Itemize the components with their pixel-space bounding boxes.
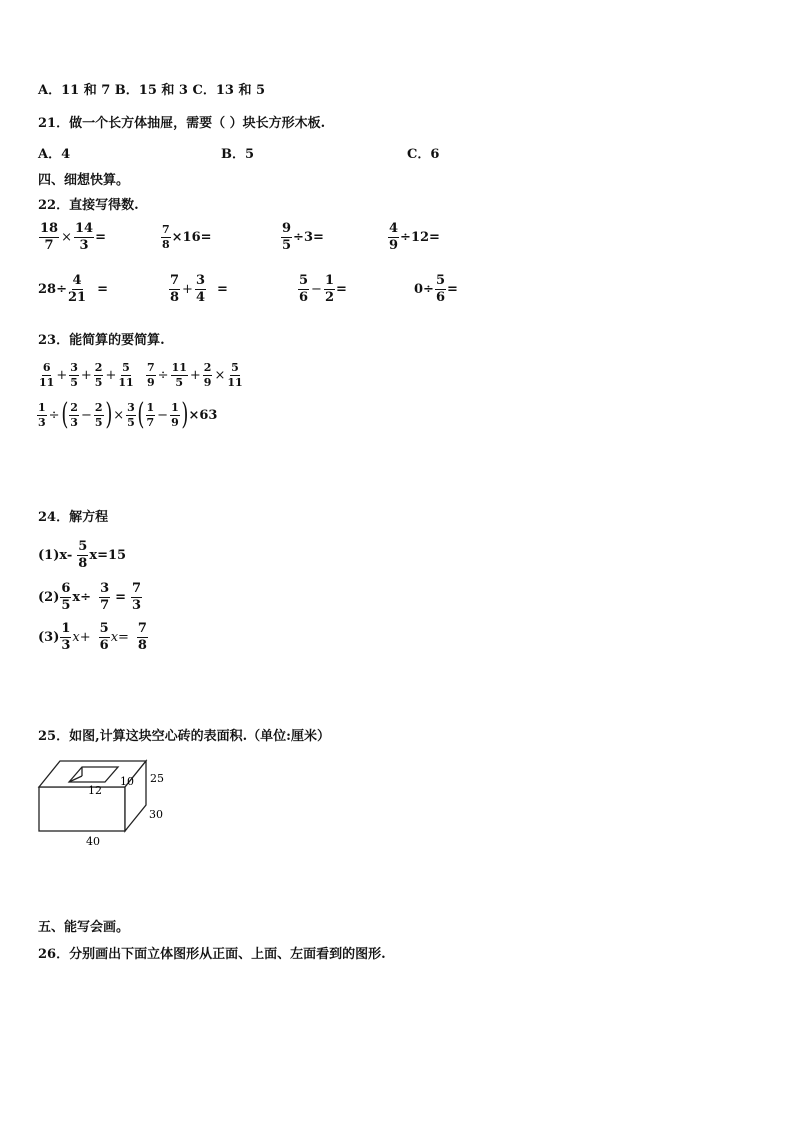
q25-stem: 25．如图,计算这块空心砖的表面积.（单位:厘米） xyxy=(38,729,330,744)
fraction: $\frac{2}{9}$ xyxy=(203,361,212,389)
fraction: $\frac{14}{3}$ xyxy=(75,221,94,253)
fraction: $\frac{7}{8}$ xyxy=(137,621,147,653)
q22-expr-3: $\frac{9}{5}$ ÷3= xyxy=(282,221,324,253)
section5-title: 五、能写会画。 xyxy=(38,920,130,935)
fraction: $\frac{7}{8}$ xyxy=(162,223,170,251)
q22-expr-6: $\frac{7}{8}$ + $\frac{3}{4}$ = xyxy=(170,273,228,305)
q22-expr-7: $\frac{5}{6}$ − $\frac{1}{2}$ = xyxy=(299,273,347,305)
q24-eq-2: (2) $\frac{6}{5}$ x÷ $\frac{3}{7}$ = $\frac{7}{3}$ xyxy=(38,581,142,613)
fraction: $\frac{1}{2}$ xyxy=(324,273,334,305)
section4-title: 四、细想快算。 xyxy=(38,173,130,188)
q22-expr-1: $\frac{18}{7}$ × $\frac{14}{3}$ = xyxy=(40,221,106,253)
fraction: $\frac{5}{11}$ xyxy=(227,361,243,389)
right-paren: ) xyxy=(104,397,112,432)
q22-expr-8: 0÷ $\frac{5}{6}$ = xyxy=(414,273,458,305)
fraction: $\frac{5}{11}$ xyxy=(118,361,134,389)
q20-options: A．11 和 7 B．15 和 3 C．13 和 5 xyxy=(38,83,266,98)
fraction: $\frac{3}{4}$ xyxy=(195,273,205,305)
fraction: $\frac{3}{7}$ xyxy=(100,581,110,613)
hollow-brick-figure xyxy=(36,756,176,854)
fraction: $\frac{2}{3}$ xyxy=(70,400,78,429)
dim-label-10: 10 xyxy=(120,775,134,788)
dim-label-12: 12 xyxy=(88,784,102,797)
fraction: $\frac{9}{5}$ xyxy=(282,221,292,253)
left-paren: ( xyxy=(60,397,68,432)
fraction: $\frac{5}{6}$ xyxy=(99,621,109,653)
q23-stem: 23．能简算的要简算. xyxy=(38,333,165,348)
q26-stem: 26．分别画出下面立体图形从正面、上面、左面看到的图形. xyxy=(38,947,386,962)
fraction: $\frac{7}{9}$ xyxy=(147,361,155,389)
fraction: $\frac{1}{3}$ xyxy=(38,400,46,429)
fraction: $\frac{5}{6}$ xyxy=(299,273,309,305)
fraction: $\frac{3}{5}$ xyxy=(70,361,78,389)
dim-label-30: 30 xyxy=(149,808,163,821)
fraction: $\frac{1}{9}$ xyxy=(171,400,179,429)
fraction: $\frac{1}{7}$ xyxy=(146,400,155,429)
fraction: $\frac{2}{5}$ xyxy=(94,400,103,429)
fraction: $\frac{3}{5}$ xyxy=(127,400,135,429)
q22-expr-5: 28÷ $\frac{4}{21}$ = xyxy=(38,273,108,305)
right-paren: ) xyxy=(181,397,189,432)
q23-expr-1: $\frac{6}{11}$ + $\frac{3}{5}$ + $\frac{2}{5}$ + $\frac{5}{11}$ xyxy=(39,361,134,389)
fraction: $\frac{6}{5}$ xyxy=(61,581,71,613)
fraction: $\frac{4}{21}$ xyxy=(67,273,87,305)
q21-option-b: B．5 xyxy=(221,147,255,162)
q24-eq-1: (1)x- $\frac{5}{8}$ x=15 xyxy=(38,539,127,571)
left-paren: ( xyxy=(137,397,145,432)
fraction: $\frac{4}{9}$ xyxy=(389,221,399,253)
fraction: $\frac{7}{3}$ xyxy=(132,581,142,613)
fraction: $\frac{7}{8}$ xyxy=(170,273,180,305)
q21-option-c: C．6 xyxy=(407,147,440,162)
fraction: $\frac{18}{7}$ xyxy=(40,221,59,253)
dim-label-25: 25 xyxy=(150,772,164,785)
q24-eq-3: (3) $\frac{1}{3}$ x+ $\frac{5}{6}$ x= $\frac{7}{8}$ xyxy=(38,621,147,653)
fraction: $\frac{5}{6}$ xyxy=(435,273,445,305)
fraction: $\frac{6}{11}$ xyxy=(39,361,55,389)
q21-stem: 21．做一个长方体抽屉，需要（ ）块长方形木板. xyxy=(38,116,326,131)
q24-stem: 24．解方程 xyxy=(38,510,109,525)
q21-option-a: A．4 xyxy=(38,147,71,162)
q22-stem: 22．直接写得数. xyxy=(38,198,139,213)
dim-label-40: 40 xyxy=(86,835,100,848)
q23-expr-2: $\frac{7}{9}$ ÷ $\frac{11}{5}$ + $\frac{2}{9}$ × $\frac{5}{11}$ xyxy=(147,361,243,389)
fraction: $\frac{11}{5}$ xyxy=(171,361,187,389)
q23-expr-3: $\frac{1}{3}$ ÷ ( $\frac{2}{3}$ − $\frac{2}{5}$ ) × $\frac{3}{5}$ ( $\frac{1}{7}$ − $\frac{1}{9}$ ) ×63 xyxy=(38,397,218,432)
fraction: $\frac{5}{8}$ xyxy=(78,539,88,571)
q22-expr-4: $\frac{4}{9}$ ÷12= xyxy=(389,221,440,253)
fraction: $\frac{2}{5}$ xyxy=(94,361,103,389)
fraction: $\frac{1}{3}$ xyxy=(61,621,71,653)
q22-expr-2: $\frac{7}{8}$ ×16= xyxy=(162,223,212,251)
